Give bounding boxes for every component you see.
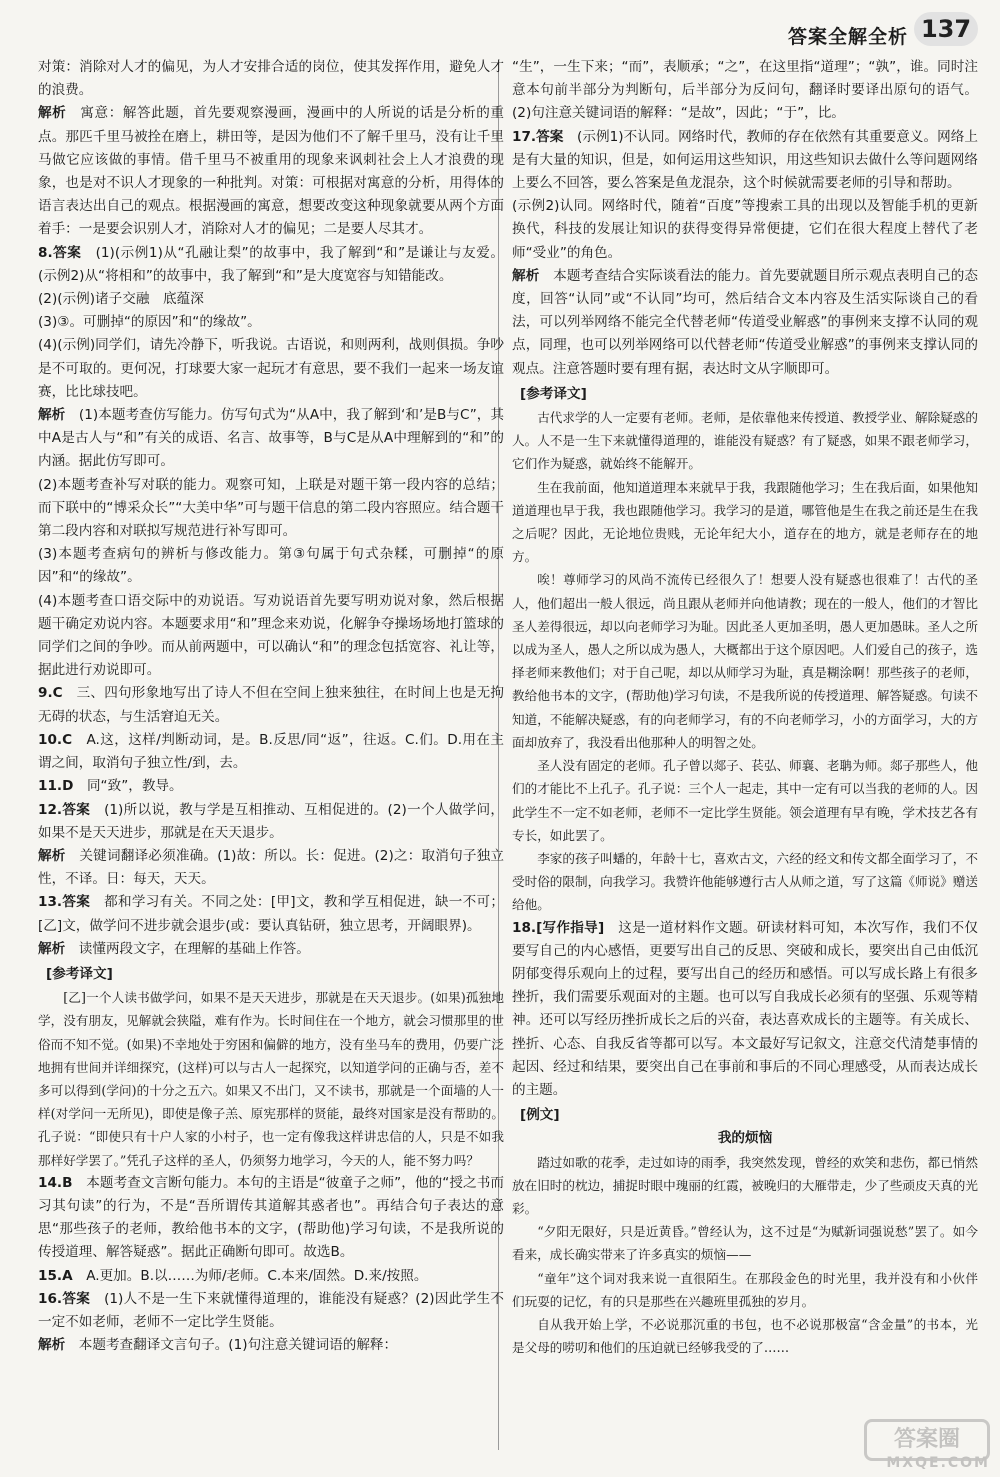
analysis-tag: 解析: [38, 407, 66, 424]
analysis-block: [38, 938, 504, 961]
analysis-line: (4)本题考查口语交际中的劝说语。写劝说语首先要写明劝说对象，然后根据题干确定劝说内容。本题要求用“和”理念来劝说，化解争夺操场场地打篮球的同学们之间的争吵。而从前两题中，可以确认“和”的理念包括宽容、礼让等，据此进行劝说即可。: [38, 592, 504, 679]
question-12: [38, 799, 504, 845]
question-14: [38, 1172, 504, 1265]
essay-paragraph: 踏过如歌的花季，走过如诗的雨季，我突然发现，曾经的欢笑和悲伤，都已悄然放在旧时的枕边，捕捉时眼中瑰丽的红霞，被晚归的大雁带走，少了些顽皮天真的光彩。: [512, 1154, 978, 1216]
question-number: 16.: [38, 1290, 63, 1307]
watermark-logo: 答案圈: [864, 1419, 990, 1461]
question-answer: 同“致”，教导。: [86, 778, 183, 795]
analysis-block: [38, 404, 504, 474]
writing-guide-tag: [写作指导]: [536, 919, 605, 936]
answer-tag: 答案: [52, 244, 82, 261]
header-title: 答案全解全析: [787, 26, 908, 48]
analysis-text: 本题考查结合实际谈看法的能力。首先要就题目所示观点表明自己的态度，回答“认同”或“不认同”均可，然后结合文本内容及生活实际谈自己的看法，可以列举网络不能完全代替老师“传道受业解惑”的事例来支撑不认同的观点，同理，也可以列举网络可以代替老师“传道受业解惑”的事例来支撑认同的观点。注意答题时要有理有据，表达时文从字顺即可。: [512, 267, 979, 377]
translation-paragraph: 李家的孩子叫蟠的，年龄十七，喜欢古文，六经的经文和传文都全面学习了，不受时俗的限制，向我学习。我赞许他能够遵行古人从师之道，写了这篇《师说》赠送给他。: [512, 850, 978, 913]
analysis-line: (2)本题考查补写对联的能力。观察可知，上联是对题干第一段内容的总结；而下联中的“博采众长”“大美中华”可与题干信息的第二段内容照应。结合题干第二段内容和对联拟写规范进行补写即可。: [38, 476, 504, 540]
answer-line: (2)(示例)诸子交融 底蕴深: [38, 291, 204, 308]
analysis-text: 本题考查翻译文言句子。(1)句注意关键词语的解释：: [78, 1337, 398, 1354]
answer-text: (1)所以说，教与学是互相推动、互相促进的。(2)一个人做学问，如果不是天天进步，那就是在天天退步。: [38, 801, 504, 841]
example-essay-label: [例文]: [520, 1107, 560, 1124]
answer-text: (1)人不是一生下来就懂得道理的，谁能没有疑惑？(2)因此学生不一定不如老师，老师不一定比学生贤能。: [38, 1290, 504, 1330]
analysis-block: [38, 845, 504, 891]
answer-line: (4)(示例)同学们，请先冷静下，听我说。古语说，和则两利，战则俱损。争吵是不可取的。更何况，打球要大家一起玩才有意思，要不我们一起来一场友谊赛，比比球技吧。: [38, 337, 504, 400]
question-8: [38, 242, 504, 288]
reference-translation-label: [参考译文]: [46, 965, 113, 982]
answer-tag: 答案: [62, 801, 91, 818]
analysis-text: 读懂两段文字，在理解的基础上作答。: [78, 940, 310, 957]
translation-paragraph: 唉！尊师学习的风尚不流传已经很久了！想要人没有疑惑也很难了！古代的圣人，他们超出一般人很远，尚且跟从老师并向他请教；现在的一般人，他们的才智比圣人差得很远，却以向老师学习为耻。因此圣人更加圣明，愚人更加愚昧。圣人之所以成为圣人，愚人之所以成为愚人，大概都出于这个原因吧。人们爱自己的孩子，选择老师来教他们；对于自己呢，却以从师学习为耻，真是糊涂啊！那些孩子的老师，教给他书本的文字，(帮助他)学习句读，不是我所说的传授道理、解答疑惑。句读不知道，不能解决疑惑，有的向老师学习，有的不向老师学习，小的方面学习，大的方面却放弃了，我没看出他那种人的明智之处。: [512, 572, 978, 750]
essay-title: 我的烦恼: [717, 1130, 773, 1147]
analysis-tag: 解析: [38, 847, 66, 864]
question-answer: A.这，这样/判断动词，是。B.反思/同“返”，往返。C.们。D.用在主谓之间，取消句子独立性/到，去。: [38, 731, 505, 772]
analysis-text: 关键词翻译必须准确。(1)故：所以。长：促进。(2)之：取消句子独立性，不译。日：每天，天天。: [38, 847, 505, 888]
question-answer: 三、四句形象地写出了诗人不但在空间上独来独往，在时间上也是无拘无碍的状态，与生活窘迫无关。: [38, 685, 505, 725]
essay-paragraph: 自从我开始上学，不必说那沉重的书包，也不必说那极富“含金量”的书本，光是父母的唠叨和他们的压迫就已经够我受的了……: [512, 1316, 978, 1356]
question-answer: A.更加。B.以……为师/老师。C.本来/固然。D.来/按照。: [86, 1267, 428, 1284]
reference-translation-text: [乙]一个人读书做学问，如果不是天天进步，那就是在天天退步。(如果)孤独地学，没有朋友，见解就会狭隘，难有作为。长时间住在一个地方，就会习惯那里的世俗而不知不觉。(如果)不幸地处于穷困和偏僻的地方，没有坐马车的费用，仍要广泛地拥有世间并详细探究，(这样)可以与古人一起探究，以知道学问的正确与否，差不多可以得到(学问)的十分之五六。如果又不出门，又不读书，那就是一个面墙的人一样(对学问一无所见)，即使是像子羔、原宪那样的贤能，最终对国家是没有帮助的。孔子说：“即使只有十户人家的小村子，也一定有像我这样讲忠信的人，只是不如我那样好学罢了。”凭孔子这样的圣人，仍须努力地学习，今天的人，能不努力吗？: [38, 990, 504, 1168]
watermark: [800, 1419, 990, 1471]
answer-text: (1)(示例1)从“孔融让梨”的故事中，我了解到“和”是谦让与友爱。(示例2)从“将相和”的故事中，我了解到“和”是大度宽容与知错能改。: [38, 244, 505, 284]
question-11: [38, 775, 504, 798]
question-18: [512, 917, 978, 1103]
analysis-line: (3)本题考查病句的辨析与修改能力。第③句属于句式杂糅，可删掉“的原因”和“的缘故”。: [38, 546, 504, 586]
answer-line: (3)③。可删掉“的原因”和“的缘故”。: [38, 314, 261, 331]
question-number: 9.C: [38, 685, 63, 702]
question-number: 12.: [38, 801, 63, 818]
page-number: 137: [914, 12, 978, 46]
analysis-block: [512, 265, 978, 381]
question-number: 8.: [38, 244, 53, 261]
question-16: [38, 1288, 504, 1334]
question-13: [38, 891, 504, 937]
answer-tag: 答案: [536, 128, 564, 145]
analysis-tag: 解析: [512, 267, 540, 284]
translation-paragraph: 古代求学的人一定要有老师。老师，是依靠他来传授道、教授学业、解除疑惑的人。人不是一生下来就懂得道理的，谁能没有疑惑？有了疑惑，如果不跟老师学习，它们作为疑惑，就始终不能解开。: [512, 410, 978, 472]
analysis-block: [38, 1334, 504, 1357]
left-column: [38, 56, 504, 1357]
question-number: 15.A: [38, 1267, 73, 1284]
question-number: 13.: [38, 894, 63, 911]
paragraph-countermeasure: 对策：消除对人才的偏见，为人才安排合适的岗位，使其发挥作用，避免人才的浪费。: [38, 59, 504, 99]
translation-paragraph: 生在我前面，他知道道理本来就早于我，我跟随他学习；生在我后面，如果他知道道理也早于我，我也跟随他学习。我学习的是道，哪管他是生在我之前还是生在我之后呢？因此，无论地位贵贱，无论年纪大小，道存在的地方，就是老师存在的地方。: [512, 479, 978, 565]
question-15: [38, 1265, 504, 1288]
page-header: [0, 8, 1000, 52]
translation-paragraph: 圣人没有固定的老师。孔子曾以郯子、苌弘、师襄、老聃为师。郯子那些人，他们的才能比不上孔子。孔子说：三个人一起走，其中一定有可以当我的老师的人。因此学生不一定不如老师，老师不一定比学生贤能。领会道理有早有晚，学术技艺各有专长，如此罢了。: [512, 758, 978, 843]
analysis-continuation: “生”，一生下来；“而”，表顺承；“之”，在这里指“道理”；“孰”，谁。同时注意本句前半部分为判断句，后半部分为反问句，翻译时要译出原句的语气。(2)句注意关键词语的解释：“是故”，因此；“于”，比。: [512, 59, 978, 122]
essay-paragraph: “童年”这个词对我来说一直很陌生。在那段金色的时光里，我并没有和小伙伴们玩耍的记忆，有的只是那些在兴趣班里孤独的岁月。: [512, 1270, 978, 1309]
writing-guide-text: 这是一道材料作文题。研读材料可知，本次写作，我们不仅要写自己的内心感悟，更要写出自己的反思、突破和成长，要突出自己由低沉阴郁变得乐观向上的过程，要写出自己的经历和感悟。可以写成长路上有很多挫折，我们需要乐观面对的主题。也可以写自我成长必须有的坚强、乐观等精神。还可以写经历挫折成长之后的兴奋，表达喜欢成长的主题等。有关成长、挫折、心态、自我反省等都可以写。本文最好写记叙文，注意交代清楚事情的起因、经过和结果，要突出自己在事前和事后的不同心理感受，从而表达成长的主题。: [512, 919, 978, 1098]
answer-text: (示例1)不认同。网络时代，教师的存在依然有其重要意义。网络上是有大量的知识，但是，如何运用这些知识，用这些知识去做什么等问题网络上要么不回答，要么答案是鱼龙混杂，这个时候就需要老师的引导和帮助。: [512, 128, 979, 192]
question-9: [38, 682, 504, 728]
right-column: [512, 56, 978, 1359]
analysis-block: [38, 102, 504, 241]
analysis-text: (1)本题考查仿写能力。仿写句式为“从A中，我了解到‘和’是B与C”，其中A是古人与“和”有关的成语、名言、故事等，B与C是从A中理解到的“和”的内涵。据此仿写即可。: [38, 407, 505, 470]
question-10: [38, 729, 504, 775]
essay-paragraph: “夕阳无限好，只是近黄昏。”曾经认为，这不过是“为赋新词强说愁”罢了。如今看来，成长确实带来了许多真实的烦恼——: [512, 1224, 978, 1263]
analysis-tag: 解析: [38, 105, 67, 122]
question-number: 10.C: [38, 731, 73, 748]
analysis-tag: 解析: [38, 940, 66, 957]
watermark-url: MXQE.COM: [886, 1455, 990, 1471]
reference-translation-label: [参考译文]: [520, 385, 587, 402]
analysis-text: 寓意：解答此题，首先要观察漫画，漫画中的人所说的话是分析的重点。那匹千里马被拴在磨上，耕田等，是因为他们不了解千里马，没有让千里马做它应该做的事情。借千里马不被重用的现象来讽刺社会上人才浪费的现象，也是对不识人才现象的一种批判。对策：可根据对寓意的分析，用得体的语言表达出自己的观点。根据漫画的寓意，想要改变这种现象就要从两个方面着手：一是要会识别人才，消除对人才的偏见；二是要人尽其才。: [38, 105, 505, 238]
answer-text: 都和学习有关。不同之处：[甲]文，教和学互相促进，缺一不可；[乙]文，做学问不进步就会退步(或：要认真钻研，独立思考，开阔眼界)。: [38, 894, 505, 934]
answer-tag: 答案: [62, 1290, 91, 1307]
question-number: 17.: [512, 128, 537, 145]
question-number: 11.D: [38, 778, 74, 795]
question-number: 14.B: [38, 1174, 73, 1191]
question-number: 18.: [512, 919, 537, 936]
analysis-tag: 解析: [38, 1337, 66, 1354]
question-17: [512, 126, 978, 196]
answer-tag: 答案: [62, 894, 91, 911]
answer-line: (示例2)认同。网络时代，随着“百度”等搜索工具的出现以及智能手机的更新换代，科技的发展让知识的获得变得异常便捷，它们在很大程度上替代了老师“受业”的角色。: [512, 198, 978, 261]
question-answer: 本题考查文言断句能力。本句的主语是“彼童子之师”，他的“授之书而习其句读”的行为，不是“吾所谓传其道解其惑者也”。再结合句子表达的意思“那些孩子的老师，教给他书本的文字，(帮助他)学习句读，不是我所说的传授道理、解答疑惑”。据此正确断句即可。故选B。: [38, 1174, 504, 1261]
